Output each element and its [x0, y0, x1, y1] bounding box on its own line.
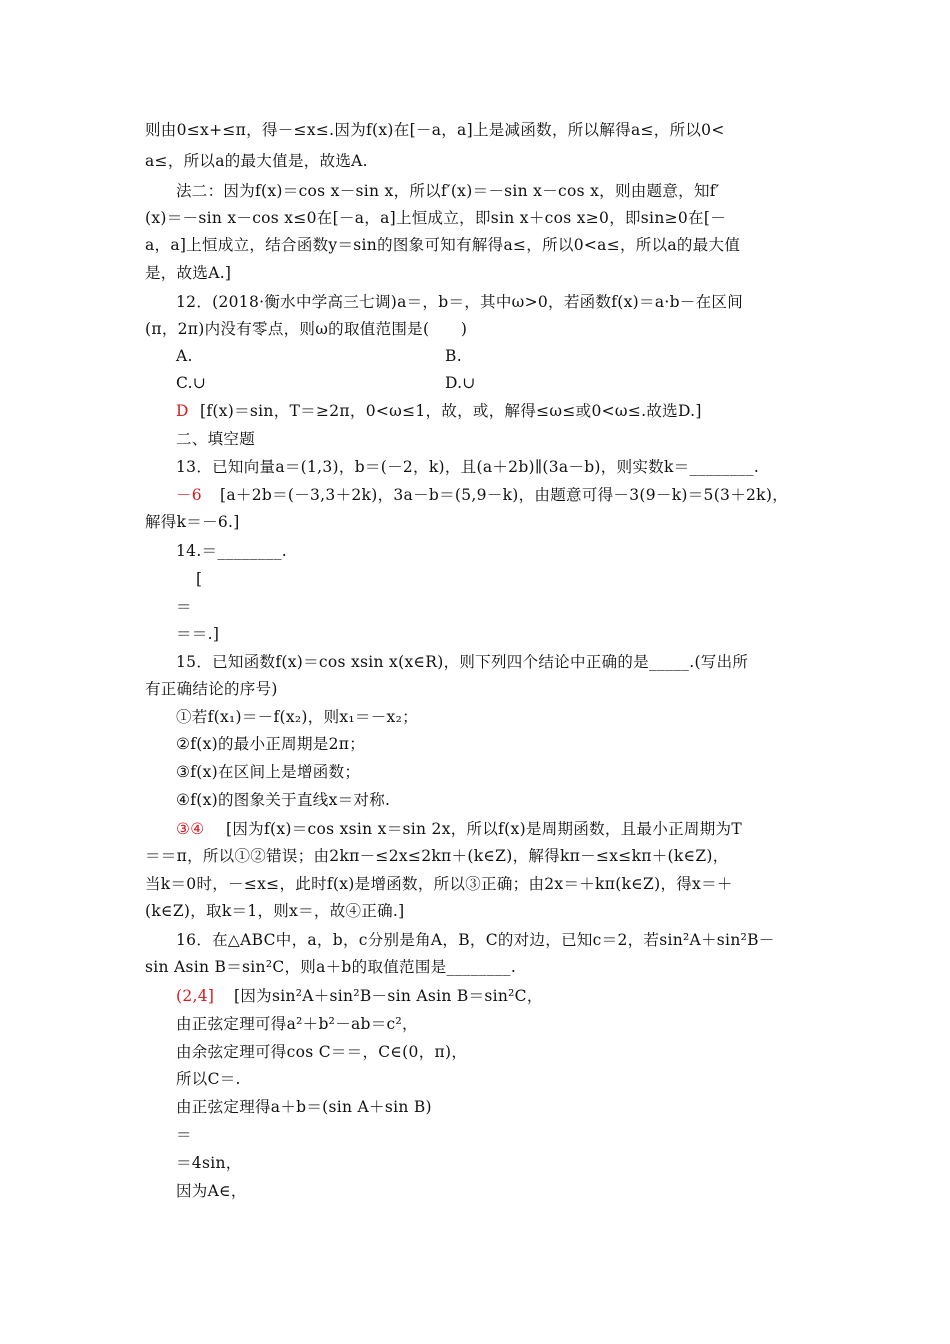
question-12: 12．(2018·衡水中学高三七调)a＝，b＝，其中ω>0，若函数f(x)＝a·b－在区间 [176, 293, 744, 311]
explanation-13: [a＋2b＝(－3,3＋2k)，3a－b＝(5,9－k)，由题意可得－3(9－k)＝5(3＋2k)， [220, 486, 789, 504]
text-line: 则由0≤x+≤π，得－≤x≤.因为f(x)在[－a，a]上是减函数，所以解得a≤，所以0< [145, 121, 725, 139]
explanation-16: [因为sin²A＋sin²B－sin Asin B＝sin²C， [234, 987, 543, 1005]
text-line: 所以C＝. [176, 1070, 241, 1088]
question-15: 15．已知函数f(x)＝cos xsin x(x∈R)，则下列四个结论中正确的是_____.(写出所 [176, 653, 749, 671]
text-line: ＝ [176, 1126, 192, 1144]
text-line: 由余弦定理可得cos C＝＝，C∈(0，π)， [176, 1043, 468, 1061]
section-heading: 二、填空题 [176, 430, 256, 448]
option-b: B. [445, 347, 462, 365]
question-14: 14.＝________. [176, 542, 287, 560]
text-line: (π，2π)内没有零点，则ω的取值范围是( ) [145, 320, 468, 338]
text-line: a≤，所以a的最大值是，故选A. [145, 152, 368, 170]
text-line: (x)＝－sin x－cos x≤0在[－a，a]上恒成立，即sin x＋cos x≥0，即sin≥0在[－ [145, 209, 726, 227]
answer-16: (2,4] [176, 987, 215, 1005]
text-line: 由正弦定理得a＋b＝(sin A＋sin B) [176, 1098, 432, 1116]
option-a: A. [176, 347, 193, 365]
statement-1: ①若f(x₁)＝－f(x₂)，则x₁＝－x₂； [176, 708, 418, 726]
text-line: ＝＝π，所以①②错误；由2kπ－≤2x≤2kπ＋(k∈Z)，解得kπ－≤x≤kπ＋(k∈Z)， [145, 847, 729, 865]
answer-15: ③④ [176, 820, 205, 838]
text-line: ＝ [176, 598, 192, 616]
text-line: 因为A∈， [176, 1182, 247, 1200]
statement-2: ②f(x)的最小正周期是2π； [176, 735, 366, 753]
text-line: 法二：因为f(x)＝cos x－sin x，所以f′(x)＝－sin x－cos x，则由题意，知f′ [176, 182, 720, 200]
statement-3: ③f(x)在区间上是增函数； [176, 763, 361, 781]
text-line: a，a]上恒成立，结合函数y＝sin的图象可知有解得a≤，所以0<a≤，所以a的最大值 [145, 236, 741, 254]
text-line: 由正弦定理可得a²＋b²－ab＝c²， [176, 1015, 418, 1033]
text-line: 当k＝0时，－≤x≤，此时f(x)是增函数，所以③正确；由2x＝＋kπ(k∈Z)，得x＝＋ [145, 875, 733, 893]
text-line: 有正确结论的序号) [145, 680, 278, 698]
text-line: [ [196, 570, 203, 588]
answer-12: D [176, 402, 189, 420]
text-line: sin Asin B＝sin²C，则a＋b的取值范围是________. [145, 958, 517, 976]
text-line: ＝4sin， [176, 1154, 242, 1172]
text-line: ＝＝.] [176, 625, 220, 643]
option-d: D.∪ [445, 374, 476, 392]
answer-13: －6 [176, 486, 202, 504]
text-line: 解得k＝－6.] [145, 513, 240, 531]
statement-4: ④f(x)的图象关于直线x＝对称. [176, 791, 391, 809]
question-16: 16．在△ABC中，a，b，c分别是角A，B，C的对边，已知c＝2，若sin²A＋sin²B－ [176, 931, 775, 949]
question-13: 13．已知向量a＝(1,3)，b＝(－2，k)，且(a＋2b)∥(3a－b)，则实数k＝________. [176, 458, 760, 476]
explanation-12: [f(x)＝sin，T＝≥2π，0<ω≤1，故，或，解得≤ω≤或0<ω≤.故选D.] [200, 402, 702, 420]
explanation-15: [因为f(x)＝cos xsin x＝sin 2x，所以f(x)是周期函数，且最小正周期为T [226, 820, 742, 838]
option-c: C.∪ [176, 374, 207, 392]
text-line: (k∈Z)，取k＝1，则x＝，故④正确.] [145, 902, 405, 920]
text-line: 是，故选A.] [145, 264, 232, 282]
